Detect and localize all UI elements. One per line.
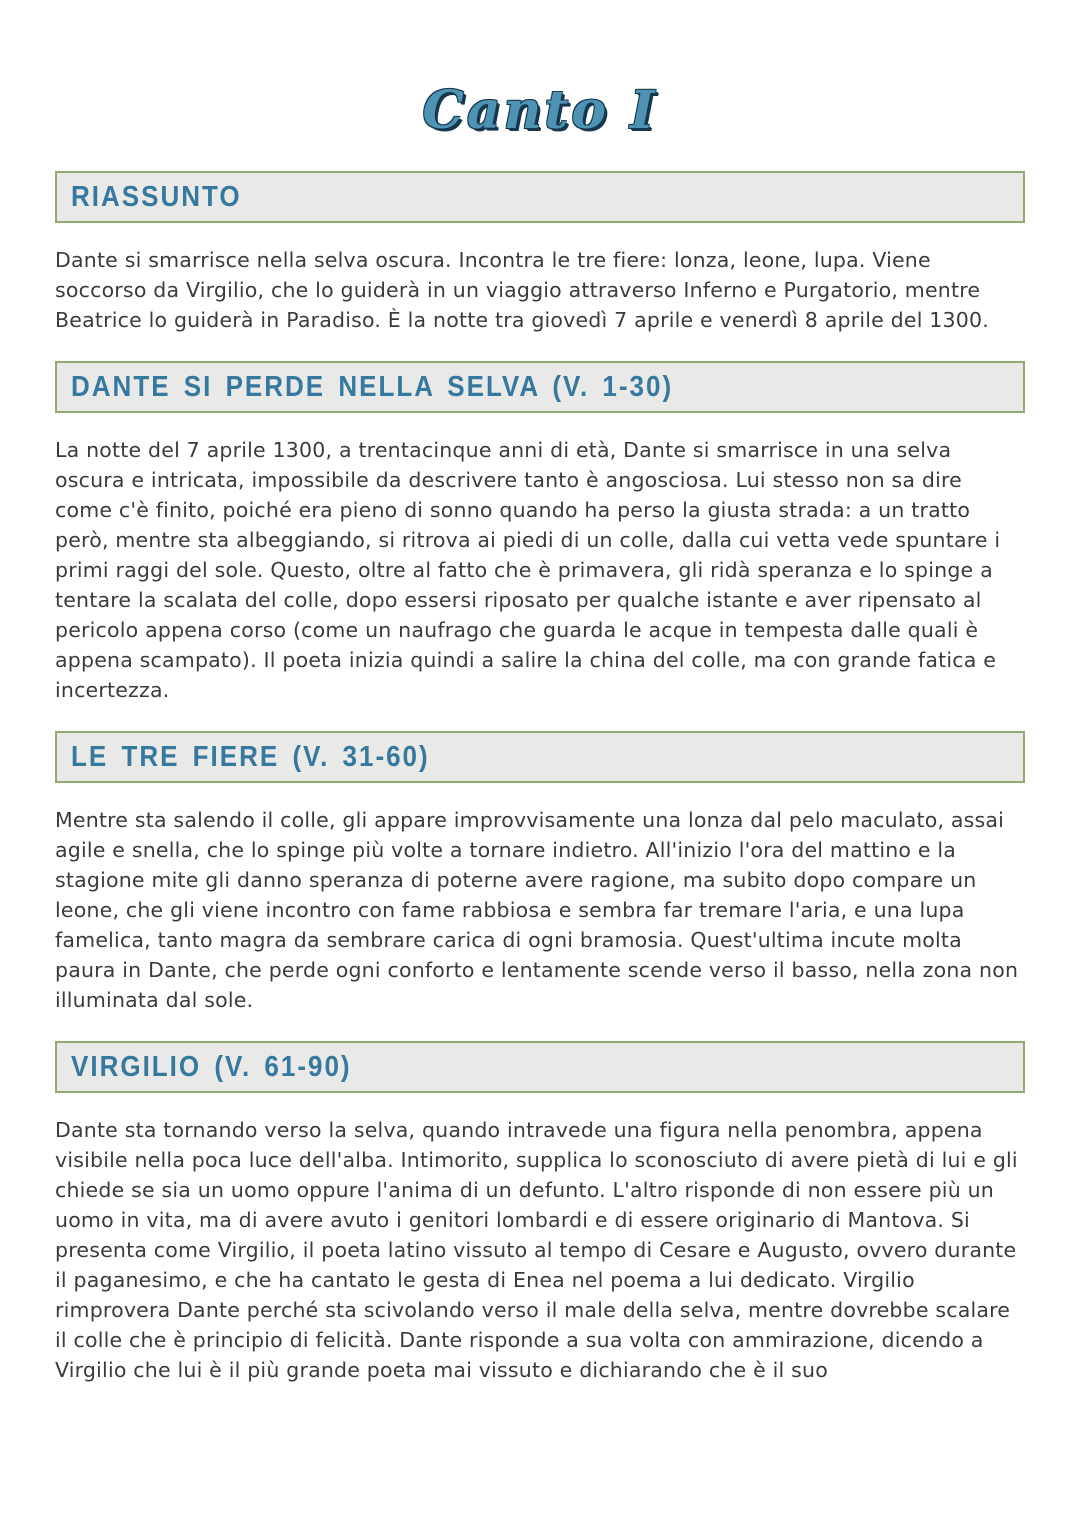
page-title: Canto I <box>422 80 658 141</box>
section-heading-box <box>55 171 1025 223</box>
section-heading-box <box>55 1041 1025 1093</box>
section-heading: VIRGILIO (V. 61-90) <box>71 1049 352 1083</box>
section-body: Mentre sta salendo il colle, gli appare improvvisamente una lonza dal pelo maculato, assai agile e snella, che lo spinge più volte a tornare indietro. All'inizio l'ora del mattino e la stagione mite gli danno speranza di poterne avere ragione, ma subito dopo compare un leone, che gli viene incontro con fame rabbiosa e sembra far tremare l'aria, e una lupa famelica, tanto magra da sembrare carica di ogni bramosia. Quest'ultima incute molta paura in Dante, che perde ogni conforto e lentamente scende verso il basso, nella zona non illuminata dal sole. <box>55 808 1019 1012</box>
section-riassunto <box>55 171 1025 335</box>
section-heading-box <box>55 731 1025 783</box>
section-heading: LE TRE FIERE (V. 31-60) <box>71 739 430 773</box>
section-heading-box <box>55 361 1025 413</box>
section-body: Dante si smarrisce nella selva oscura. Incontra le tre fiere: lonza, leone, lupa. Viene soccorso da Virgilio, che lo guiderà in un viaggio attraverso Inferno e Purgatorio, mentre Beatrice lo guiderà in Paradiso. È la notte tra giovedì 7 aprile e venerdì 8 aprile del 1300. <box>55 248 989 332</box>
section-heading: RIASSUNTO <box>71 179 242 213</box>
section-body: Dante sta tornando verso la selva, quando intravede una figura nella penombra, appena visibile nella poca luce dell'alba. Intimorito, supplica lo sconosciuto di avere pietà di lui e gli chiede se sia un uomo oppure l'anima di un defunto. L'altro risponde di non essere più un uomo in vita, ma di avere avuto i genitori lombardi e di essere originario di Mantova. Si presenta come Virgilio, il poeta latino vissuto al tempo di Cesare e Augusto, ovvero durante il paganesimo, e che ha cantato le gesta di Enea nel poema a lui dedicato. Virgilio rimprovera Dante perché sta scivolando verso il male della selva, mentre dovrebbe scalare il colle che è principio di felicità. Dante risponde a sua volta con ammirazione, dicendo a Virgilio che lui è il più grande poeta mai vissuto e dichiarando che è il suo <box>55 1118 1018 1382</box>
section-virgilio <box>55 1041 1025 1385</box>
section-body: La notte del 7 aprile 1300, a trentacinque anni di età, Dante si smarrisce in una selva oscura e intricata, impossibile da descrivere tanto è angosciosa. Lui stesso non sa dire come c'è finito, poiché era pieno di sonno quando ha perso la giusta strada: a un tratto però, mentre sta albeggiando, si ritrova ai piedi di un colle, dalla cui vetta vede spuntare i primi raggi del sole. Questo, oltre al fatto che è primavera, gli ridà speranza e lo spinge a tentare la scalata del colle, dopo essersi riposato per qualche istante e aver ripensato al pericolo appena corso (come un naufrago che guarda le acque in tempesta dalle quali è appena scampato). Il poeta inizia quindi a salire la china del colle, ma con grande fatica e incertezza. <box>55 438 1001 702</box>
section-heading: DANTE SI PERDE NELLA SELVA (V. 1-30) <box>71 369 674 403</box>
section-dante-si-perde <box>55 361 1025 705</box>
section-le-tre-fiere <box>55 731 1025 1015</box>
